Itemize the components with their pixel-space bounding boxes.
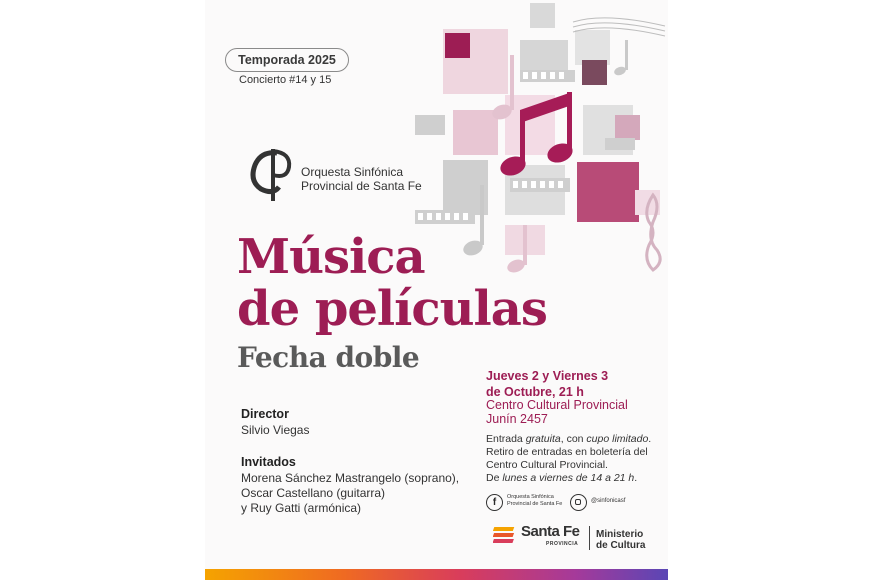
event-date <box>486 368 608 400</box>
poster <box>205 0 668 580</box>
info-text: . <box>634 472 638 484</box>
orchestra-logo-icon <box>239 143 299 205</box>
ministry-line1: Ministerio <box>596 529 644 540</box>
ticket-info-line1 <box>486 433 651 446</box>
info-limited: cupo limitado <box>586 433 649 445</box>
guest-item: Oscar Castellano (guitarra) <box>241 486 386 500</box>
title-line2: de películas <box>237 281 547 337</box>
guest-item: Morena Sánchez Mastrangelo (soprano), <box>241 471 460 485</box>
santa-fe-province: PROVINCIA <box>546 541 579 547</box>
guests-heading: Invitados <box>241 455 296 469</box>
facebook-line1: Orquesta Sinfónica <box>507 494 554 500</box>
santa-fe-brand: Santa Fe <box>521 523 580 540</box>
concert-subtitle: Fecha doble <box>237 341 420 374</box>
guests-list <box>241 471 459 516</box>
facebook-icon[interactable]: f <box>486 494 503 511</box>
info-text: , con <box>560 433 587 445</box>
event-date-line1: Jueves 2 y Viernes 3 <box>486 369 609 383</box>
facebook-account[interactable] <box>507 494 562 508</box>
info-text: De <box>486 472 503 484</box>
guest-item: y Ruy Gatti (armónica) <box>241 501 362 515</box>
ticket-info <box>486 433 651 485</box>
info-hours: lunes a viernes de 14 a 21 h <box>502 472 635 484</box>
ticket-info-line2: Retiro de entradas en boletería del <box>486 446 648 458</box>
director-name: Silvio Viegas <box>241 423 310 437</box>
venue-name: Centro Cultural Provincial <box>486 398 628 412</box>
santa-fe-logo-icon <box>493 525 519 545</box>
event-date-line2: de Octubre, 21 h <box>486 385 584 399</box>
orchestra-name-line1: Orquesta Sinfónica <box>301 165 404 179</box>
concert-title <box>237 231 547 335</box>
info-text: Entrada <box>486 433 526 445</box>
ticket-info-line3: Centro Cultural Provincial. <box>486 459 608 471</box>
title-line1: Música <box>237 229 425 285</box>
season-badge: Temporada 2025 <box>225 48 349 72</box>
instagram-icon[interactable] <box>570 494 587 511</box>
gradient-footer-bar <box>205 569 668 580</box>
ministry-line2: de Cultura <box>596 540 646 551</box>
instagram-handle[interactable]: @sinfonicasf <box>591 498 626 504</box>
facebook-line2: Provincial de Santa Fe <box>507 501 563 507</box>
concert-number: Concierto #14 y 15 <box>239 74 332 86</box>
venue-address: Junín 2457 <box>486 412 548 426</box>
director-heading: Director <box>241 407 289 421</box>
event-venue <box>486 398 628 426</box>
info-text: . <box>648 433 652 445</box>
ticket-info-line4 <box>486 472 651 485</box>
ministry-name <box>596 529 645 551</box>
orchestra-name-line2: Provincial de Santa Fe <box>301 179 422 193</box>
sponsor-divider <box>589 526 590 550</box>
orchestra-name <box>301 165 422 193</box>
info-free: gratuita <box>525 433 561 445</box>
